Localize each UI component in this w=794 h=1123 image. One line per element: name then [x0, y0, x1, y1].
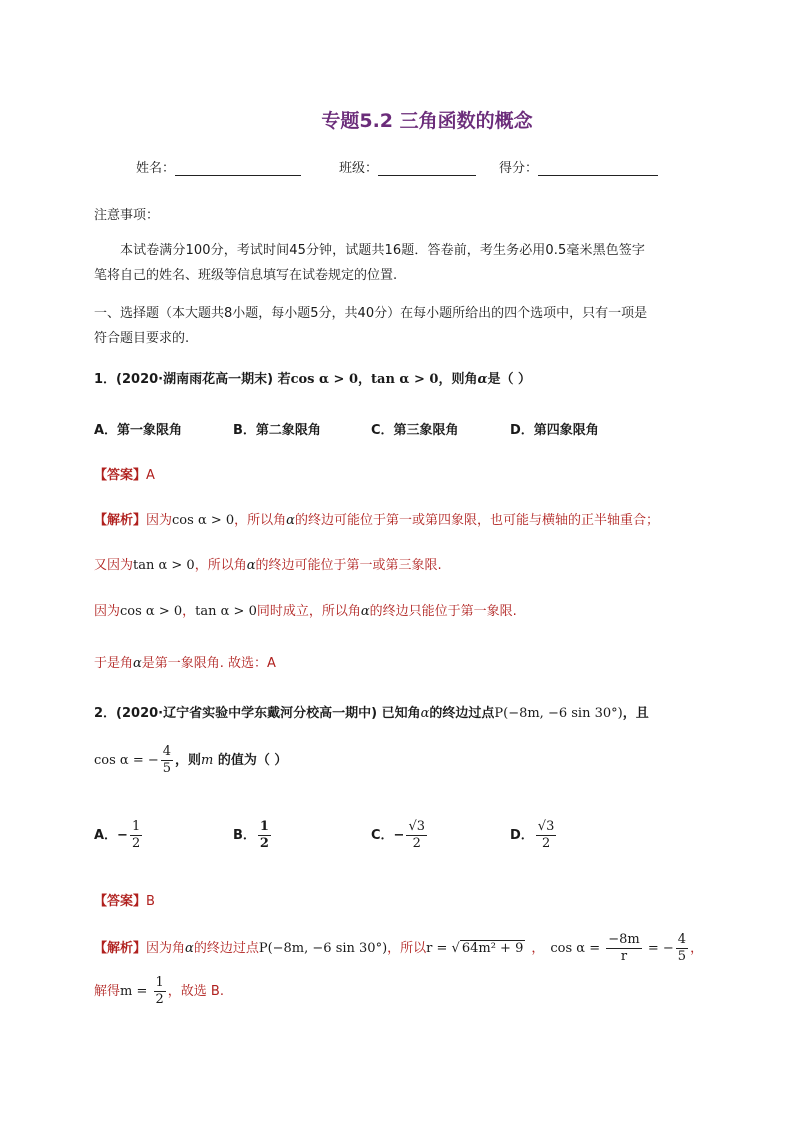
q2-opt-b-num: 1 [259, 819, 269, 834]
q1-suffix: 是（ ） [487, 372, 531, 387]
class-field [339, 157, 476, 176]
q2-cos-fraction [161, 744, 173, 777]
q1-analysis-tag: 【解析】 [94, 513, 147, 528]
q2-cos2-num: −8m [608, 932, 640, 947]
q2-end-comma: ， [690, 941, 704, 956]
q2-opt-a-den: 2 [131, 836, 141, 851]
q2-a1-text-c: ，所以 [387, 941, 427, 956]
q1-alpha: α [477, 372, 488, 387]
q2-cos-num: 4 [162, 744, 172, 759]
name-field [136, 157, 301, 176]
q2-opt-c-num: √3 [408, 819, 425, 834]
q2-opt-c-fraction [406, 819, 427, 852]
q2-cos2-fraction [606, 932, 642, 965]
q1-sep: ， [358, 372, 372, 387]
q2-cos2-lhs: cos α = [550, 941, 605, 956]
q1-a3-math-2: tan α > 0 [195, 604, 257, 619]
q2-m-den: 2 [155, 992, 164, 1007]
q1-a3-text-a: 因为 [94, 604, 121, 619]
class-label: 班级： [339, 161, 379, 176]
q2-opt-a-label: A．− [94, 828, 128, 843]
q2-alpha: α [420, 706, 430, 721]
q2-m-fraction [154, 975, 166, 1008]
section-heading-line-2: 符合题目要求的. [94, 331, 190, 346]
q1-option-d[interactable]: D．第四象限角 [510, 423, 599, 438]
q2-r-eq: r = [426, 941, 452, 956]
q2-cos2-den: r [620, 949, 628, 964]
q1-a1-alpha: α [286, 513, 295, 528]
q2-a2-text-a: 解得 [94, 984, 121, 999]
q2-mid1: 的终边过点 [429, 706, 495, 721]
q1-analysis-line-2 [94, 554, 442, 573]
q1-option-b[interactable]: B．第二象限角 [233, 423, 321, 438]
q1-a2-text-c: 的终边可能位于第一或第三象限. [255, 558, 442, 573]
q2-option-d[interactable] [510, 819, 558, 852]
q2-suffix: 的值为（ ） [213, 753, 288, 768]
q1-a3-text-b: 同时成立，所以角 [256, 604, 361, 619]
q1-answer-value: A [146, 468, 155, 483]
q2-a2-text-b: ，故选 B. [167, 984, 224, 999]
name-blank[interactable] [175, 161, 301, 176]
q1-a4-text-b: 是第一象限角. 故选：A [141, 656, 276, 671]
q2-opt-c-den: 2 [412, 836, 421, 851]
q1-analysis-line-1 [94, 509, 659, 528]
q2-opt-d-label: D． [510, 828, 534, 843]
q1-mid: ，则角 [438, 372, 478, 387]
q2-mid2: ，且 [622, 706, 649, 721]
q2-sqrt: √ 64m² + 9 [451, 941, 524, 956]
q2-a1-text-a: 因为角 [146, 941, 186, 956]
q2-cos2-eq: = − [643, 941, 674, 956]
q1-option-c[interactable]: C．第三象限角 [371, 423, 459, 438]
q1-a2-text-a: 又因为 [94, 558, 134, 573]
q2-a1-point: P(−8m, −6 sin 30°) [258, 941, 388, 956]
q2-option-b[interactable] [233, 819, 273, 852]
notice-line-2: 笔将自己的姓名、班级等信息填写在试卷规定的位置. [94, 268, 398, 283]
q2-opt-d-den: 2 [541, 836, 551, 851]
q1-a3-sep: ， [182, 604, 196, 619]
q2-opt-a-fraction [130, 819, 142, 852]
q2-then: ，则 [175, 753, 202, 768]
q2-opt-a-num: 1 [131, 819, 141, 834]
notice-line-1: 本试卷满分100分，考试时间45分钟，试题共16题．答卷前，考生务必用0.5毫米黑色签字 [120, 243, 645, 258]
page-title: 专题5.2 三角函数的概念 [321, 110, 533, 132]
q2-answer-value: B [146, 894, 155, 909]
name-label: 姓名： [136, 161, 176, 176]
score-blank[interactable] [538, 161, 658, 176]
notice-heading: 注意事项： [94, 208, 160, 223]
q2-answer [94, 890, 155, 909]
q2-a1-text-b: 的终边过点 [193, 941, 259, 956]
q2-opt-b-label: B． [233, 828, 256, 843]
q1-a4-text-a: 于是角 [94, 656, 134, 671]
q2-answer-tag: 【答案】 [94, 894, 147, 909]
q2-cos-lhs: cos α = − [94, 753, 159, 768]
q2-opt-c-label: C．− [371, 828, 405, 843]
q2-m-eq: m = [120, 984, 152, 999]
q1-analysis-line-4 [94, 652, 276, 671]
q2-a1-alpha: α [185, 941, 194, 956]
q2-point: P(−8m, −6 sin 30°) [494, 706, 623, 721]
q2-cos-den: 5 [162, 761, 172, 776]
q2-opt-b-den: 2 [259, 836, 269, 851]
q1-a2-text-b: ，所以角 [194, 558, 247, 573]
q1-a1-text-c: 的终边可能位于第一或第四象限，也可能与横轴的正半轴重合； [294, 513, 659, 528]
q1-option-a[interactable]: A．第一象限角 [94, 423, 183, 438]
q1-a1-math: cos α > 0 [172, 513, 235, 528]
q2-analysis-line-2 [94, 975, 224, 1008]
q1-a2-alpha: α [246, 558, 256, 573]
q2-analysis-tag: 【解析】 [94, 941, 147, 956]
q2-m: m [201, 753, 214, 768]
q1-a3-text-c: 的终边只能位于第一象限. [369, 604, 517, 619]
question-2-line-2 [94, 744, 287, 777]
q2-prefix: 2．(2020·辽宁省实验中学东戴河分校高一期中) 已知角 [94, 706, 421, 721]
q2-cos2-den2: 5 [677, 949, 687, 964]
q2-opt-b-fraction [258, 819, 271, 852]
question-2-line-1 [94, 702, 649, 721]
q1-a2-math: tan α > 0 [133, 558, 195, 573]
q1-a4-alpha: α [133, 656, 142, 671]
score-label: 得分： [499, 161, 539, 176]
q1-cond-tan: tan α > 0 [371, 372, 439, 387]
q1-a3-math-1: cos α > 0 [120, 604, 183, 619]
q1-a1-text-b: ，所以角 [234, 513, 287, 528]
score-field [499, 157, 658, 176]
q1-analysis-line-3 [94, 600, 517, 619]
q1-cond-cos: cos α > 0 [290, 372, 359, 387]
q2-opt-d-fraction [536, 819, 557, 852]
q1-a1-text-a: 因为 [146, 513, 173, 528]
q2-comma: ， [531, 941, 545, 956]
q2-m-num: 1 [155, 975, 164, 990]
q2-option-c[interactable] [371, 819, 429, 852]
q2-opt-d-num: √3 [537, 819, 555, 834]
q2-cos2-num2: 4 [677, 932, 687, 947]
q2-analysis-line-1 [94, 932, 703, 965]
section-heading-line-1: 一、选择题（本大题共8小题，每小题5分，共40分）在每小题所给出的四个选项中，只有一项是 [94, 306, 648, 321]
q1-a3-alpha: α [360, 604, 370, 619]
q1-answer [94, 464, 155, 483]
q2-option-a[interactable] [94, 819, 144, 852]
question-1 [94, 368, 531, 387]
class-blank[interactable] [378, 161, 476, 176]
q2-sqrt-radicand: 64m² + 9 [461, 941, 524, 956]
q2-cos2-fraction-2 [676, 932, 688, 965]
q1-prefix: 1．(2020·湖南雨花高一期末) 若 [94, 372, 291, 387]
q1-answer-tag: 【答案】 [94, 468, 147, 483]
